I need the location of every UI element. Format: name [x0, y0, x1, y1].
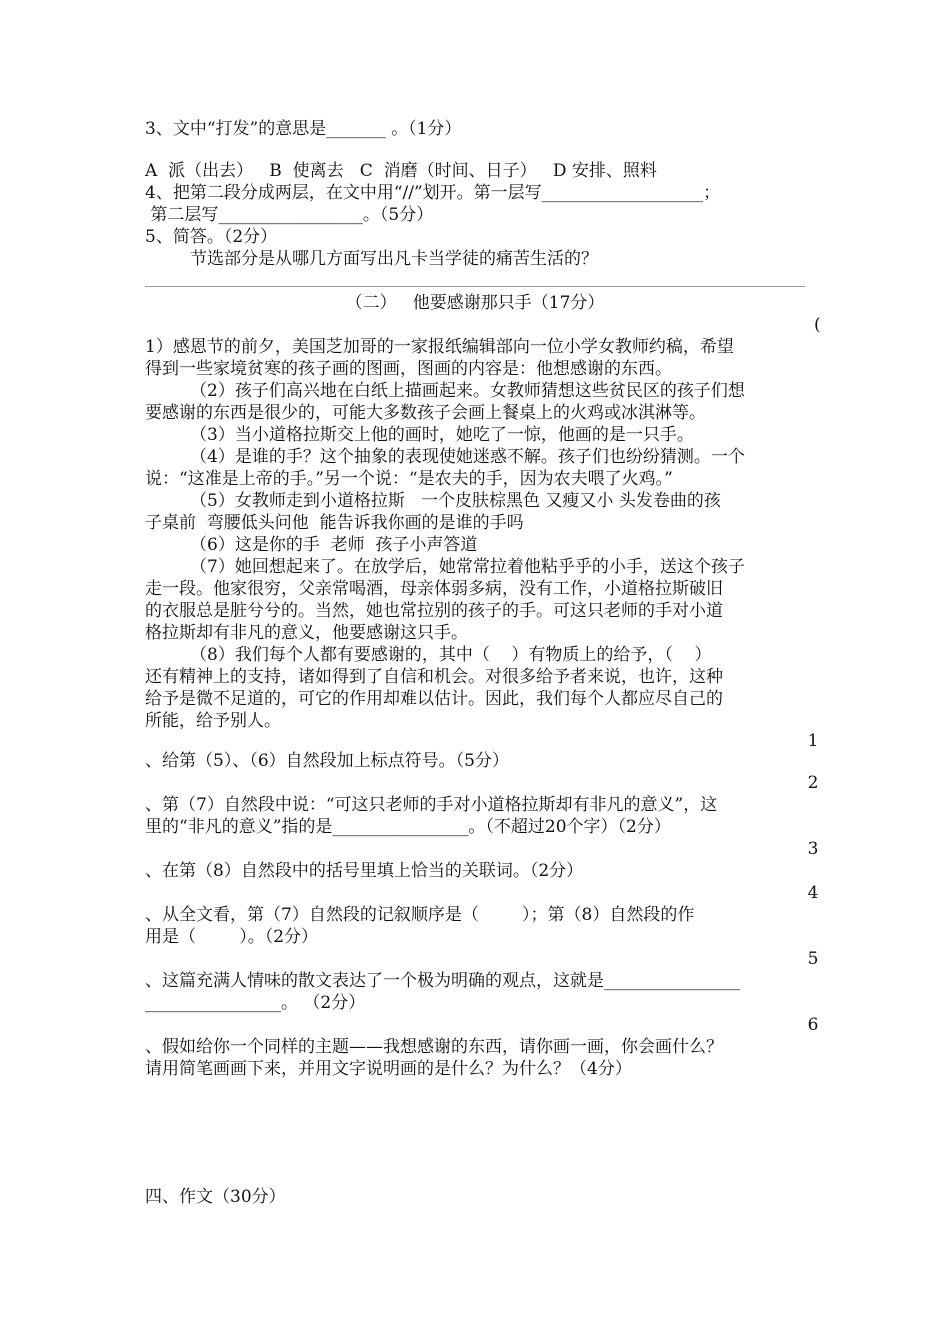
passage-line: （4）是谁的手？这个抽象的表现使她迷惑不解。孩子们也纷纷猜测。一个: [190, 447, 745, 467]
question-number: 5: [807, 949, 819, 969]
question-4-line2: 第二层写_________________。（5分）: [145, 205, 434, 225]
passage-line: （3）当小道格拉斯交上他的画时，她吃了一惊，他画的是一只手。: [190, 425, 694, 445]
question-text: 、这篇充满人情味的散文表达了一个极为明确的观点，这就是________________: [145, 971, 740, 991]
passage-line: （7）她回想起来了。在放学后，她常常拉着他粘乎乎的小手，送这个孩子: [190, 557, 745, 577]
section-2-title: （二） 他要感谢那只手（17分）: [345, 293, 605, 313]
passage-line: 给予是微不足道的，可它的作用却难以估计。因此，我们每个人都应尽自己的: [145, 689, 723, 709]
passage-line: 要感谢的东西是很少的，可能大多数孩子会画上餐桌上的火鸡或冰淇淋等。: [145, 403, 706, 423]
question-number: 4: [807, 883, 819, 903]
question-5-prompt: 节选部分是从哪几方面写出凡卡当学徒的痛苦生活的？: [190, 249, 598, 269]
question-text: 、从全文看，第（7）自然段的记叙顺序是（ ）；第（8）自然段的作: [145, 905, 695, 925]
passage-line: （6）这是你的手 老师 孩子小声答道: [190, 535, 478, 555]
passage-line: （5）女教师走到小道格拉斯 一个皮肤棕黑色 又瘦又小 头发卷曲的孩: [190, 491, 721, 511]
passage-line: 格拉斯却有非凡的意义，他要感谢这只手。: [145, 623, 468, 643]
answer-line: [145, 286, 805, 287]
question-number: 2: [807, 773, 819, 793]
passage-line: 1）感恩节的前夕，美国芝加哥的一家报纸编辑部向一位小学女教师约稿，希望: [145, 337, 734, 357]
question-text: 、在第（8）自然段中的括号里填上恰当的关联词。（2分）: [145, 861, 584, 881]
passage-line: 说：“这准是上帝的手。”另一个说：“是农夫的手，因为农夫喂了火鸡。”: [145, 469, 673, 489]
passage-line: 得到一些家境贫寒的孩子画的图画，图画的内容是：他想感谢的东西。: [145, 359, 672, 379]
question-text: 、给第（5）、（6）自然段加上标点符号。（5分）: [145, 751, 509, 771]
question-text: 里的“非凡的意义”指的是________________。（不超过20个字）（2分）: [145, 817, 671, 837]
question-text: 用是（ ）。（2分）: [145, 927, 319, 947]
question-text: 、假如给你一个同样的主题——我想感谢的东西，请你画一画，你会画什么？: [145, 1037, 723, 1057]
question-5: 5、简答。（2分）: [145, 227, 278, 247]
passage-line: （2）孩子们高兴地在白纸上描画起来。女教师猜想这些贫民区的孩子们想: [190, 381, 745, 401]
question-4-line1: 4、把第二段分成两层，在文中用“//”划开。第一层写___________________；: [145, 183, 721, 203]
question-text: ________________。 （2分）: [145, 993, 366, 1013]
question-text: 、第（7）自然段中说：“可这只老师的手对小道格拉斯却有非凡的意义”，这: [145, 795, 718, 815]
open-paren: (: [814, 315, 821, 335]
question-number: 1: [807, 731, 819, 751]
question-3: 3、文中“打发”的意思是_______ 。（1分）: [145, 119, 462, 139]
passage-line: 还有精神上的支持，诸如得到了自信和机会。对很多给予者来说，也许，这种: [145, 667, 723, 687]
passage-line: 走一段。他家很穷，父亲常喝酒，母亲体弱多病，没有工作，小道格拉斯破旧: [145, 579, 723, 599]
passage-line: 子桌前 弯腰低头问他 能告诉我你画的是谁的手吗: [145, 513, 524, 533]
passage-line: （8）我们每个人都有要感谢的，其中（ ）有物质上的给予，（ ）: [190, 645, 712, 665]
question-number: 3: [807, 839, 819, 859]
question-3-options: A 派（出去） B 使离去 C 消磨（时间、日子） D 安排、照料: [145, 161, 657, 181]
section-4-title: 四、作文（30分）: [145, 1187, 286, 1207]
question-text: 请用简笔画画下来，并用文字说明画的是什么？为什么？（4分）: [145, 1059, 632, 1079]
passage-line: 的衣服总是脏兮兮的。当然，她也常拉别的孩子的手。可这只老师的手对小道: [145, 601, 723, 621]
question-number: 6: [807, 1015, 819, 1035]
passage-line: 所能，给予别人。: [145, 711, 281, 731]
